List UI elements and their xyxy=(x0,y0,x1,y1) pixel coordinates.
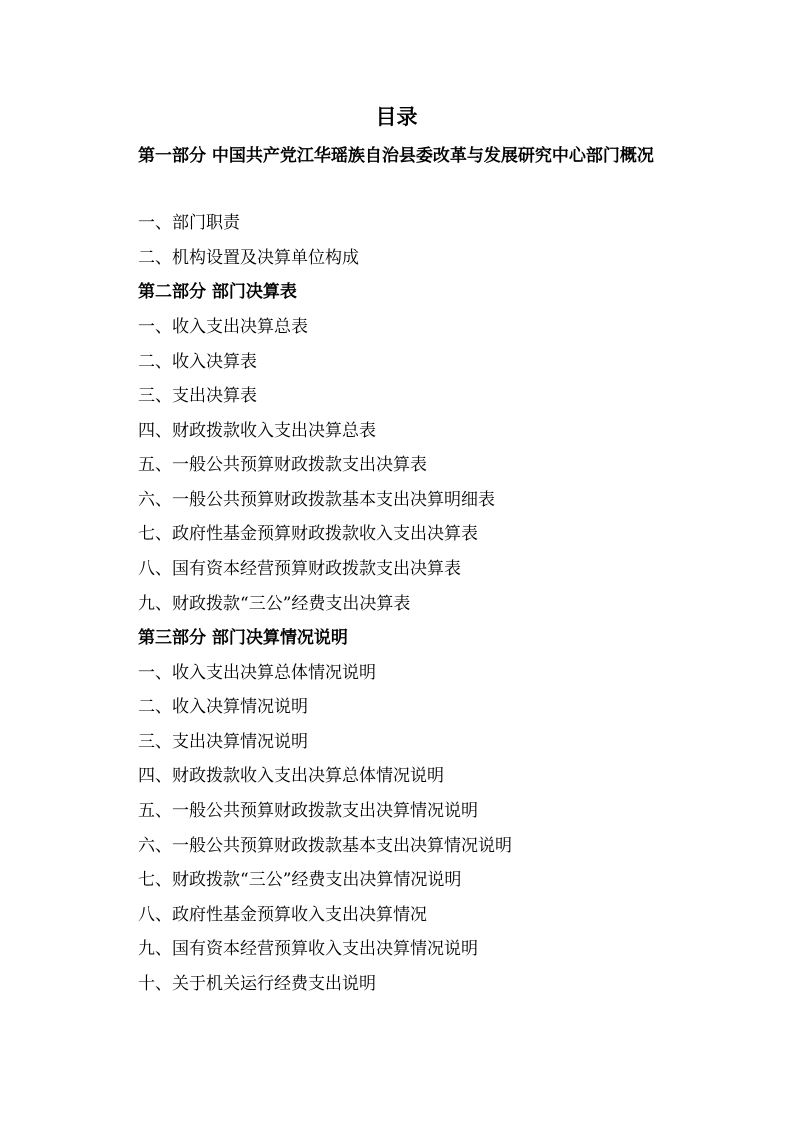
toc-item: 一、收入支出决算总体情况说明 xyxy=(138,663,376,683)
toc-item: 九、国有资本经营预算收入支出决算情况说明 xyxy=(138,939,478,959)
toc-item: 三、支出决算表 xyxy=(138,386,257,406)
toc-title: 目录 xyxy=(375,105,418,129)
toc-item: 一、部门职责 xyxy=(138,213,240,233)
toc-item: 九、财政拨款“三公”经费支出决算表 xyxy=(138,594,411,614)
part3-heading: 第三部分 部门决算情况说明 xyxy=(138,628,348,648)
toc-item: 七、政府性基金预算财政拨款收入支出决算表 xyxy=(138,524,478,544)
toc-item: 二、机构设置及决算单位构成 xyxy=(138,248,359,268)
part1-heading: 第一部分 中国共产党江华瑶族自治县委改革与发展研究中心部门概况 xyxy=(138,146,654,166)
toc-item: 五、一般公共预算财政拨款支出决算表 xyxy=(138,455,427,475)
toc-item: 四、财政拨款收入支出决算总表 xyxy=(138,421,376,441)
toc-item: 八、政府性基金预算收入支出决算情况 xyxy=(138,905,427,925)
toc-item: 五、一般公共预算财政拨款支出决算情况说明 xyxy=(138,801,478,821)
toc-item: 十、关于机关运行经费支出说明 xyxy=(138,974,376,994)
part2-heading: 第二部分 部门决算表 xyxy=(138,282,297,302)
toc-item: 七、财政拨款“三公”经费支出决算情况说明 xyxy=(138,870,462,890)
toc-item: 八、国有资本经营预算财政拨款支出决算表 xyxy=(138,559,461,579)
toc-item: 二、收入决算表 xyxy=(138,352,257,372)
toc-item: 六、一般公共预算财政拨款基本支出决算明细表 xyxy=(138,490,495,510)
toc-item: 一、收入支出决算总表 xyxy=(138,317,308,337)
toc-item: 六、一般公共预算财政拨款基本支出决算情况说明 xyxy=(138,836,512,856)
toc-item: 三、支出决算情况说明 xyxy=(138,732,308,752)
toc-item: 二、收入决算情况说明 xyxy=(138,697,308,717)
toc-item: 四、财政拨款收入支出决算总体情况说明 xyxy=(138,766,444,786)
